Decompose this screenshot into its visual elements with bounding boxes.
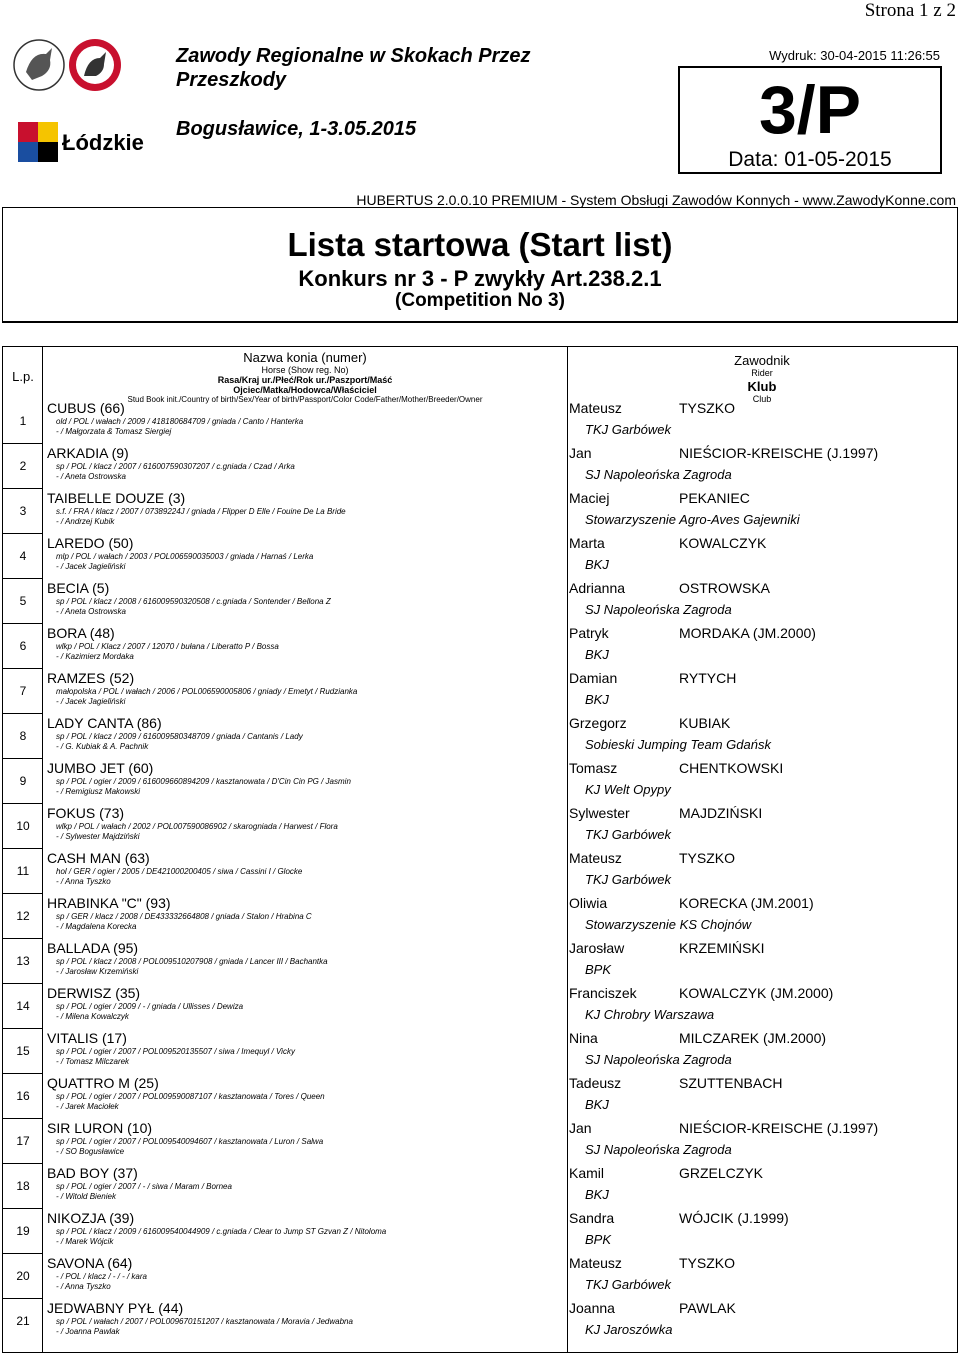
row-number: 15 — [16, 1044, 30, 1058]
rider-club: KJ Chrobry Warszawa — [585, 1007, 715, 1022]
horse-details: hol / GER / ogier / 2005 / DE421000200405 / siwa / Cassini I / Glocke — [56, 867, 303, 876]
rider-club: BKJ — [585, 1097, 609, 1112]
rider-last-name: KOWALCZYK (JM.2000) — [679, 985, 834, 1001]
rider-club: KJ Jaroszówka — [585, 1322, 673, 1337]
horse-owner: - / SO Bogusławice — [56, 1147, 125, 1156]
row-number: 1 — [19, 414, 27, 428]
horse-name: DERWISZ (35) — [47, 985, 141, 1001]
horse-details: sp / POL / klacz / 2009 / 616009540044909 / c.gniada / Clear to Jump ST Gzvan Z / Nitoloma — [56, 1227, 387, 1236]
row-number: 13 — [16, 954, 30, 968]
rider-first-name: Tomasz — [569, 760, 618, 776]
rider-last-name: GRZELCZYK — [679, 1165, 764, 1181]
competition-name-en: (Competition No 3) — [395, 290, 565, 311]
horse-name: NIKOZJA (39) — [47, 1210, 135, 1226]
horse-owner: - / Jacek Jagieliński — [56, 562, 126, 571]
header-club-en: Club — [752, 394, 772, 404]
horse-name: BORA (48) — [47, 625, 115, 641]
table-row — [3, 1164, 957, 1209]
rider-club: SJ Napoleońska Zagroda — [585, 1052, 732, 1067]
competition-code: 3/P — [758, 72, 862, 148]
rider-club: TKJ Garbówek — [585, 872, 671, 887]
horse-details: sp / POL / ogier / 2007 / - / siwa / Maram / Bornea — [56, 1182, 232, 1191]
rider-first-name: Sylwester — [569, 805, 630, 821]
horse-owner: - / Andrzej Kubik — [56, 517, 115, 526]
horse-owner: - / Magdalena Korecka — [56, 922, 137, 931]
row-number: 16 — [16, 1089, 30, 1103]
rider-club: BKJ — [585, 692, 609, 707]
rider-club: Sobieski Jumping Team Gdańsk — [585, 737, 771, 752]
row-number: 5 — [19, 594, 27, 608]
table-row — [3, 444, 957, 489]
header-horse-breeding: Ojciec/Matka/Hodowca/Właściciel — [233, 385, 377, 395]
rider-club: BKJ — [585, 557, 609, 572]
rider-first-name: Damian — [569, 670, 618, 686]
horse-name: QUATTRO M (25) — [47, 1075, 159, 1091]
event-title: Zawody Regionalne w Skokach Przez Przeszkody — [176, 45, 531, 91]
rider-first-name: Mateusz — [569, 1255, 622, 1271]
rider-club: TKJ Garbówek — [585, 1277, 671, 1292]
horse-owner: - / Witold Bieniek — [56, 1192, 116, 1201]
horse-owner: - / Aneta Ostrowska — [56, 607, 126, 616]
rider-first-name: Adrianna — [569, 580, 626, 596]
rider-club: TKJ Garbówek — [585, 827, 671, 842]
horse-details: sp / POL / ogier / 2007 / POL009590087107 / kasztanowata / Tores / Queen — [56, 1092, 325, 1101]
horse-owner: - / Milena Kowalczyk — [56, 1012, 129, 1021]
header-lp: L.p. — [12, 369, 34, 384]
page-number: Strona 1 z 2 — [864, 0, 956, 21]
rider-first-name: Joanna — [569, 1300, 615, 1316]
rider-last-name: WÓJCIK (J.1999) — [679, 1210, 789, 1226]
table-row — [3, 489, 957, 534]
row-number: 3 — [19, 504, 27, 518]
horse-owner: - / Jarosław Krzemiński — [56, 967, 139, 976]
row-number: 6 — [19, 639, 27, 653]
horse-details: sp / POL / ogier / 2007 / POL009540094607 / kasztanowata / Luron / Salwa — [56, 1137, 324, 1146]
horse-name: BECIA (5) — [47, 580, 110, 596]
horse-owner: - / Joanna Pawlak — [56, 1327, 120, 1336]
horse-details: sp / GER / klacz / 2008 / DE433332664808 / gniada / Stalon / Hrabina C — [56, 912, 312, 921]
horse-owner: - / Jacek Jagieliński — [56, 697, 126, 706]
rider-last-name: RYTYCH — [679, 670, 737, 686]
row-number: 7 — [19, 684, 27, 698]
rider-first-name: Jan — [569, 1120, 592, 1136]
rider-last-name: KORECKA (JM.2001) — [679, 895, 814, 911]
horse-owner: - / Anna Tyszko — [56, 1282, 111, 1291]
rider-last-name: KOWALCZYK — [679, 535, 767, 551]
rider-last-name: NIEŚCIOR-KREISCHE (J.1997) — [679, 1120, 879, 1136]
table-row — [3, 849, 957, 894]
horse-name: JEDWABNY PYŁ (44) — [47, 1300, 184, 1316]
horse-name: HRABINKA "C" (93) — [47, 895, 171, 911]
row-number: 14 — [16, 999, 30, 1013]
rider-first-name: Nina — [569, 1030, 598, 1046]
horse-name: TAIBELLE DOUZE (3) — [47, 490, 186, 506]
horse-details: sp / POL / klacz / 2008 / 616009590320508 / c.gniada / Sontender / Bellona Z — [56, 597, 331, 606]
horse-name: RAMZES (52) — [47, 670, 135, 686]
rider-club: BPK — [585, 962, 612, 977]
table-row — [3, 939, 957, 984]
horse-details: małopolska / POL / wałach / 2006 / POL006590005806 / gniady / Emetyt / Rudzianka — [56, 687, 358, 696]
header-club-pl: Klub — [747, 379, 777, 394]
table-row — [3, 759, 957, 804]
rider-last-name: TYSZKO — [679, 400, 736, 416]
table-row — [3, 1119, 957, 1164]
table-row — [3, 669, 957, 714]
header-horse-details: Rasa/Kraj ur./Płeć/Rok ur./Paszport/Maść — [217, 375, 393, 385]
rider-club: KJ Welt Opypy — [585, 782, 671, 797]
horse-details: sp / POL / klacz / 2008 / POL009510207908 / gniada / Lancer III / Bachantka — [56, 957, 328, 966]
rider-last-name: CHENTKOWSKI — [679, 760, 784, 776]
rider-last-name: NIEŚCIOR-KREISCHE (J.1997) — [679, 445, 879, 461]
header-horse-name: Nazwa konia (numer) — [243, 350, 367, 365]
rider-club: Stowarzyszenie Agro-Aves Gajewniki — [585, 512, 800, 527]
horse-details: mlp / POL / wałach / 2003 / POL006590035003 / gniada / Harnaś / Lerka — [56, 552, 314, 561]
rider-club: SJ Napoleońska Zagroda — [585, 602, 732, 617]
rider-first-name: Kamil — [569, 1165, 605, 1181]
rider-last-name: TYSZKO — [679, 850, 736, 866]
rider-first-name: Grzegorz — [569, 715, 627, 731]
horse-details: sp / POL / klacz / 2009 / 616009580348709 / gniada / Cantanis / Lady — [56, 732, 303, 741]
table-row — [3, 714, 957, 759]
horse-details: sp / POL / ogier / 2009 / - / gniada / Ullisses / Dewiza — [56, 1002, 244, 1011]
horse-name: JUMBO JET (60) — [47, 760, 154, 776]
horse-name: LAREDO (50) — [47, 535, 134, 551]
event-place-date: Bogusławice, 1-3.05.2015 — [176, 118, 417, 140]
horse-owner: - / Aneta Ostrowska — [56, 472, 126, 481]
row-number: 12 — [16, 909, 30, 923]
horse-name: BALLADA (95) — [47, 940, 139, 956]
horse-name: ARKADIA (9) — [47, 445, 129, 461]
header-rider-pl: Zawodnik — [734, 353, 790, 368]
row-number: 21 — [16, 1314, 30, 1328]
rider-club: BKJ — [585, 647, 609, 662]
table-row — [3, 984, 957, 1029]
rider-first-name: Marta — [569, 535, 605, 551]
horse-owner: - / Jarek Maciołek — [56, 1102, 119, 1111]
rider-club: SJ Napoleońska Zagroda — [585, 467, 732, 482]
logo-group — [12, 38, 162, 168]
table-row — [3, 1299, 957, 1344]
logo-region-text: Łódzkie — [62, 130, 144, 155]
rider-first-name: Jan — [569, 445, 592, 461]
rider-club: BPK — [585, 1232, 612, 1247]
rider-last-name: MAJDZIŃSKI — [679, 805, 763, 821]
rider-last-name: MILCZAREK (JM.2000) — [679, 1030, 827, 1046]
horse-details: sp / POL / ogier / 2009 / 616009660894209 / kasztanowata / D'Cin Cin PG / Jasmin — [56, 777, 351, 786]
rider-first-name: Mateusz — [569, 400, 622, 416]
horse-owner: - / Kazimierz Mordaka — [56, 652, 134, 661]
printout-timestamp: Wydruk: 30-04-2015 11:26:55 — [769, 48, 940, 63]
competition-box — [678, 66, 942, 174]
table-row — [3, 579, 957, 624]
rider-club: Stowarzyszenie KS Chojnów — [585, 917, 752, 932]
row-number: 9 — [19, 774, 27, 788]
row-number: 18 — [16, 1179, 30, 1193]
row-number: 20 — [16, 1269, 30, 1283]
rider-last-name: PEKANIEC — [679, 490, 750, 506]
horse-name: CASH MAN (63) — [47, 850, 150, 866]
row-number: 2 — [19, 459, 27, 473]
horse-name: SAVONA (64) — [47, 1255, 133, 1271]
table-row — [3, 624, 957, 669]
competition-date: Data: 01-05-2015 — [728, 148, 892, 171]
table-row — [3, 534, 957, 579]
rider-club: TKJ Garbówek — [585, 422, 671, 437]
rider-first-name: Oliwia — [569, 895, 608, 911]
header-horse-en: Horse (Show reg. No) — [261, 365, 349, 375]
logo-bogusławice-icon — [12, 38, 162, 168]
rider-first-name: Patryk — [569, 625, 609, 641]
row-number: 17 — [16, 1134, 30, 1148]
header-horse — [43, 351, 567, 405]
table-row — [3, 804, 957, 849]
row-number: 8 — [19, 729, 27, 743]
horse-name: VITALIS (17) — [47, 1030, 127, 1046]
software-credit: HUBERTUS 2.0.0.10 PREMIUM - System Obsługi Zawodów Konnych - www.ZawodyKonne.com — [356, 192, 956, 208]
rider-last-name: KUBIAK — [679, 715, 731, 731]
header-rider — [567, 353, 957, 405]
rider-club: BKJ — [585, 1187, 609, 1202]
horse-details: - / POL / klacz / - / - / kara — [56, 1272, 147, 1281]
rider-first-name: Tadeusz — [569, 1075, 622, 1091]
horse-owner: - / Tomasz Milczarek — [56, 1057, 130, 1066]
table-row — [3, 1254, 957, 1299]
rider-first-name: Franciszek — [569, 985, 637, 1001]
rider-last-name: KRZEMIŃSKI — [679, 940, 765, 956]
horse-details: wlkp / POL / Klacz / 2007 / 12070 / bułana / Liberatto P / Bossa — [56, 642, 279, 651]
table-row — [3, 1029, 957, 1074]
horse-name: LADY CANTA (86) — [47, 715, 162, 731]
table-row — [3, 399, 957, 444]
row-number: 10 — [16, 819, 30, 833]
horse-owner: - / G. Kubiak & A. Pachnik — [56, 742, 149, 751]
horse-owner: - / Remigiusz Makowski — [56, 787, 141, 796]
rider-club: SJ Napoleońska Zagroda — [585, 1142, 732, 1157]
horse-details: wlkp / POL / wałach / 2002 / POL007590086902 / skarogniada / Harwest / Flora — [56, 822, 338, 831]
rider-last-name: MORDAKA (JM.2000) — [679, 625, 816, 641]
table-row — [3, 1074, 957, 1119]
horse-details: sp / POL / klacz / 2007 / 616007590307207 / c.gniada / Czad / Arka — [56, 462, 295, 471]
competition-name: Konkurs nr 3 - P zwykły Art.238.2.1 — [298, 266, 662, 291]
row-number: 19 — [16, 1224, 30, 1238]
horse-details: sp / POL / wałach / 2007 / POL009670151207 / kasztanowata / Moravia / Jedwabna — [56, 1317, 353, 1326]
rider-last-name: TYSZKO — [679, 1255, 736, 1271]
horse-owner: - / Marek Wójcik — [56, 1237, 114, 1246]
table-row — [3, 1209, 957, 1254]
table-row — [3, 894, 957, 939]
list-title: Lista startowa (Start list) — [287, 226, 673, 263]
rider-first-name: Mateusz — [569, 850, 622, 866]
start-list — [2, 346, 958, 1353]
rider-last-name: SZUTTENBACH — [679, 1075, 783, 1091]
horse-details: sp / POL / ogier / 2007 / POL009520135507 / siwa / Imequyl / Vicky — [56, 1047, 295, 1056]
horse-owner: - / Anna Tyszko — [56, 877, 111, 886]
horse-name: CUBUS (66) — [47, 400, 125, 416]
rider-last-name: PAWLAK — [679, 1300, 736, 1316]
horse-details: old / POL / wałach / 2009 / 418180684709 / gniada / Canto / Hanterka — [56, 417, 304, 426]
rider-first-name: Jarosław — [569, 940, 625, 956]
rider-last-name: OSTROWSKA — [679, 580, 771, 596]
header-horse-details-en: Stud Book init./Country of birth/Sex/Year of birth/Passport/Color Code/Father/Mother/Breeder/Owner — [127, 395, 483, 404]
rider-first-name: Sandra — [569, 1210, 615, 1226]
title-box — [2, 207, 958, 323]
horse-owner: - / Sylwester Majdziński — [56, 832, 140, 841]
header-rider-en: Rider — [751, 368, 773, 378]
horse-details: s.f. / FRA / klacz / 2007 / 07389224J / gniada / Flipper D Elle / Fouine De La Bride — [56, 507, 346, 516]
horse-name: BAD BOY (37) — [47, 1165, 138, 1181]
horse-name: FOKUS (73) — [47, 805, 125, 821]
row-number: 4 — [19, 549, 27, 563]
horse-owner: - / Małgorzata & Tomasz Siergiej — [56, 427, 172, 436]
row-number: 11 — [16, 864, 30, 878]
horse-name: SIR LURON (10) — [47, 1120, 153, 1136]
rider-first-name: Maciej — [569, 490, 610, 506]
